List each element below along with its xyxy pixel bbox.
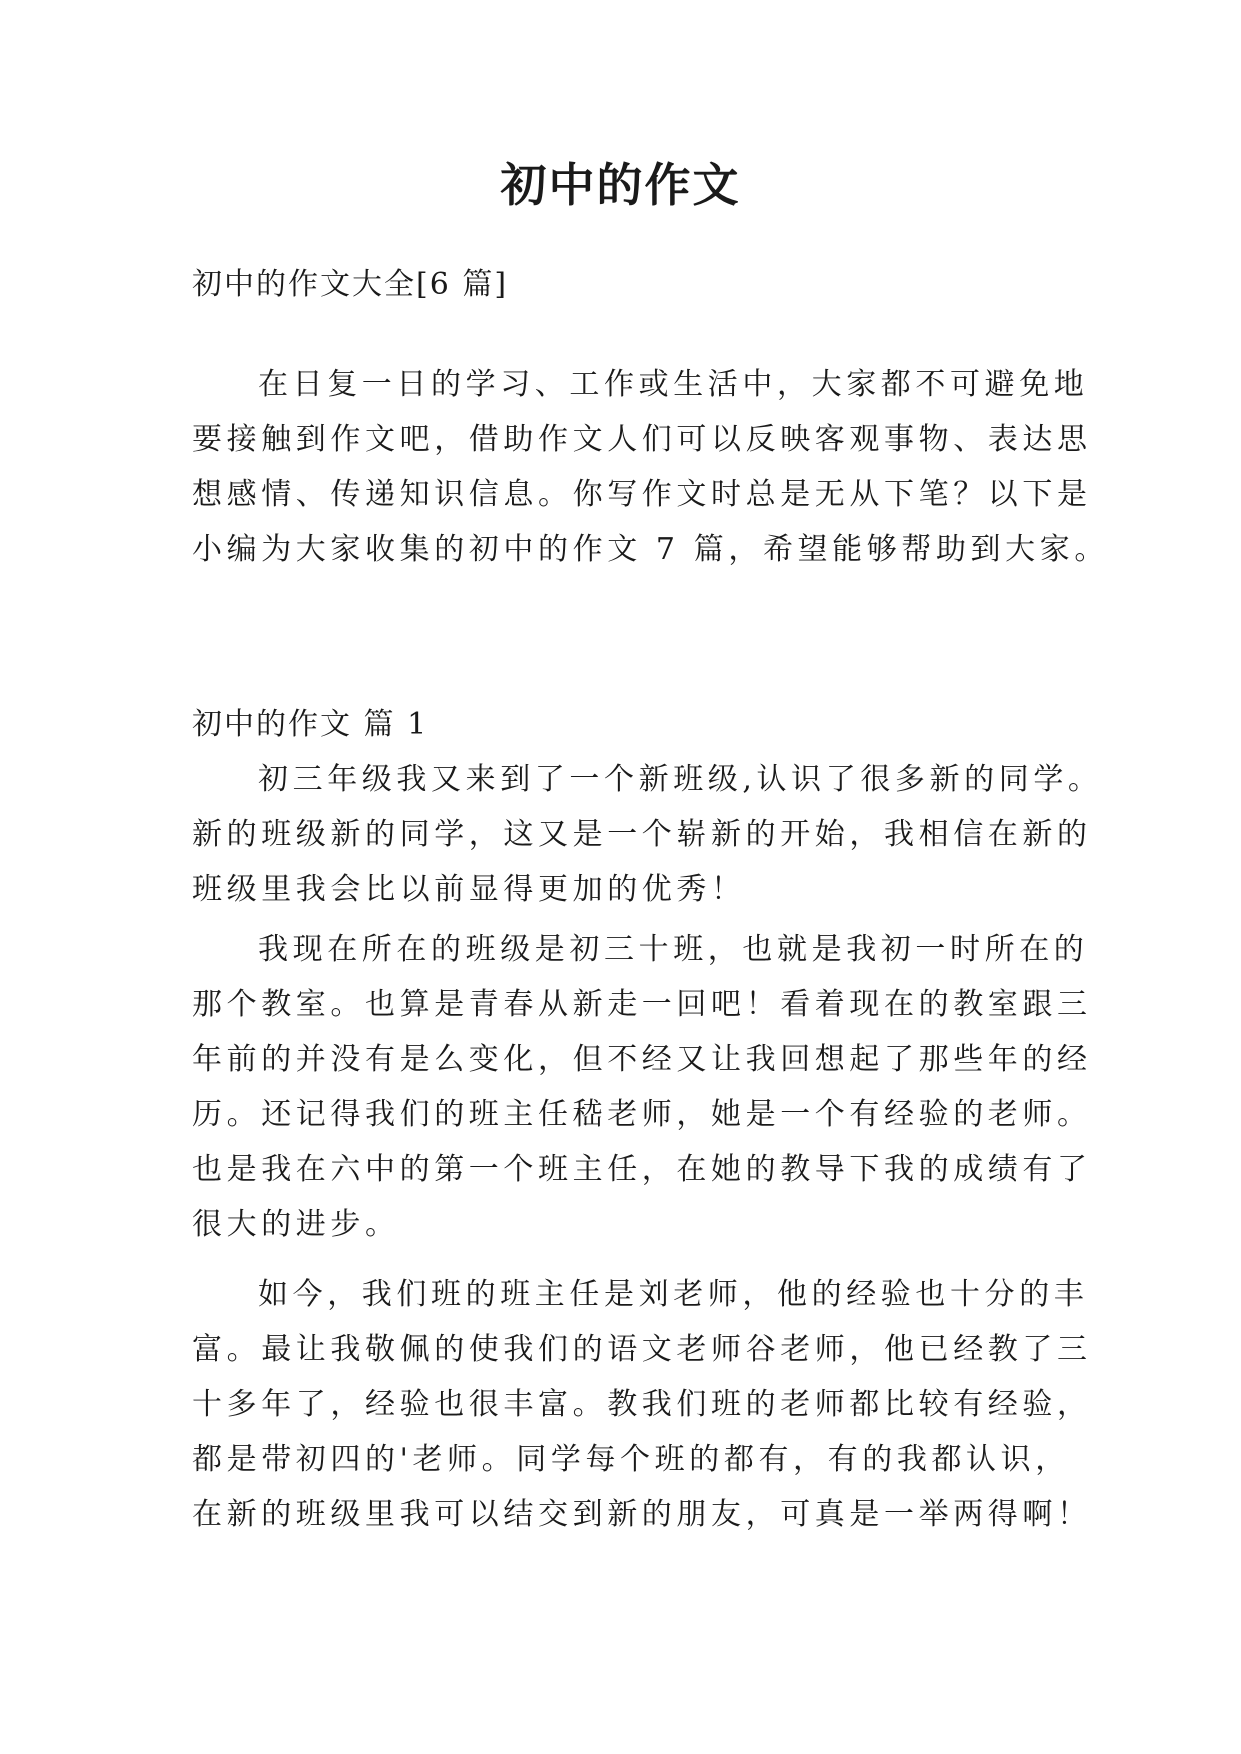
body-line: 十多年了，经验也很丰富。教我们班的老师都比较有经验， [192, 1387, 1092, 1422]
intro-line: 要接触到作文吧，借助作文人们可以反映客观事物、表达思 [192, 422, 1092, 457]
body-line: 都是带初四的'老师。同学每个班的都有，有的我都认识， [192, 1442, 1070, 1477]
body-line: 在新的班级里我可以结交到新的朋友，可真是一举两得啊！ [192, 1497, 1092, 1532]
body-line: 富。最让我敬佩的使我们的语文老师谷老师，他已经教了三 [192, 1332, 1092, 1367]
body-line: 班级里我会比以前显得更加的优秀！ [192, 872, 746, 907]
body-line: 初三年级我又来到了一个新班级,认识了很多新的同学。 [258, 762, 1103, 797]
intro-line: 小编为大家收集的初中的作文 7 篇，希望能够帮助到大家。 [192, 532, 1109, 567]
body-line: 很大的进步。 [192, 1207, 400, 1242]
intro-line: 想感情、传递知识信息。你写作文时总是无从下笔？以下是 [192, 477, 1092, 512]
body-line: 如今，我们班的班主任是刘老师，他的经验也十分的丰 [258, 1277, 1089, 1312]
body-line: 新的班级新的同学，这又是一个崭新的开始，我相信在新的 [192, 817, 1092, 852]
page-title: 初中的作文 [500, 158, 741, 212]
intro-line: 在日复一日的学习、工作或生活中，大家都不可避免地 [258, 367, 1089, 402]
body-line: 年前的并没有是么变化，但不经又让我回想起了那些年的经 [192, 1042, 1092, 1077]
body-line: 我现在所在的班级是初三十班，也就是我初一时所在的 [258, 932, 1089, 967]
body-line: 那个教室。也算是青春从新走一回吧！看着现在的教室跟三 [192, 987, 1092, 1022]
section-heading: 初中的作文 篇 1 [192, 707, 429, 742]
body-line: 也是我在六中的第一个班主任，在她的教导下我的成绩有了 [192, 1152, 1092, 1187]
document-subtitle: 初中的作文大全[6 篇] [192, 267, 509, 302]
body-line: 历。还记得我们的班主任嵇老师，她是一个有经验的老师。 [192, 1097, 1092, 1132]
